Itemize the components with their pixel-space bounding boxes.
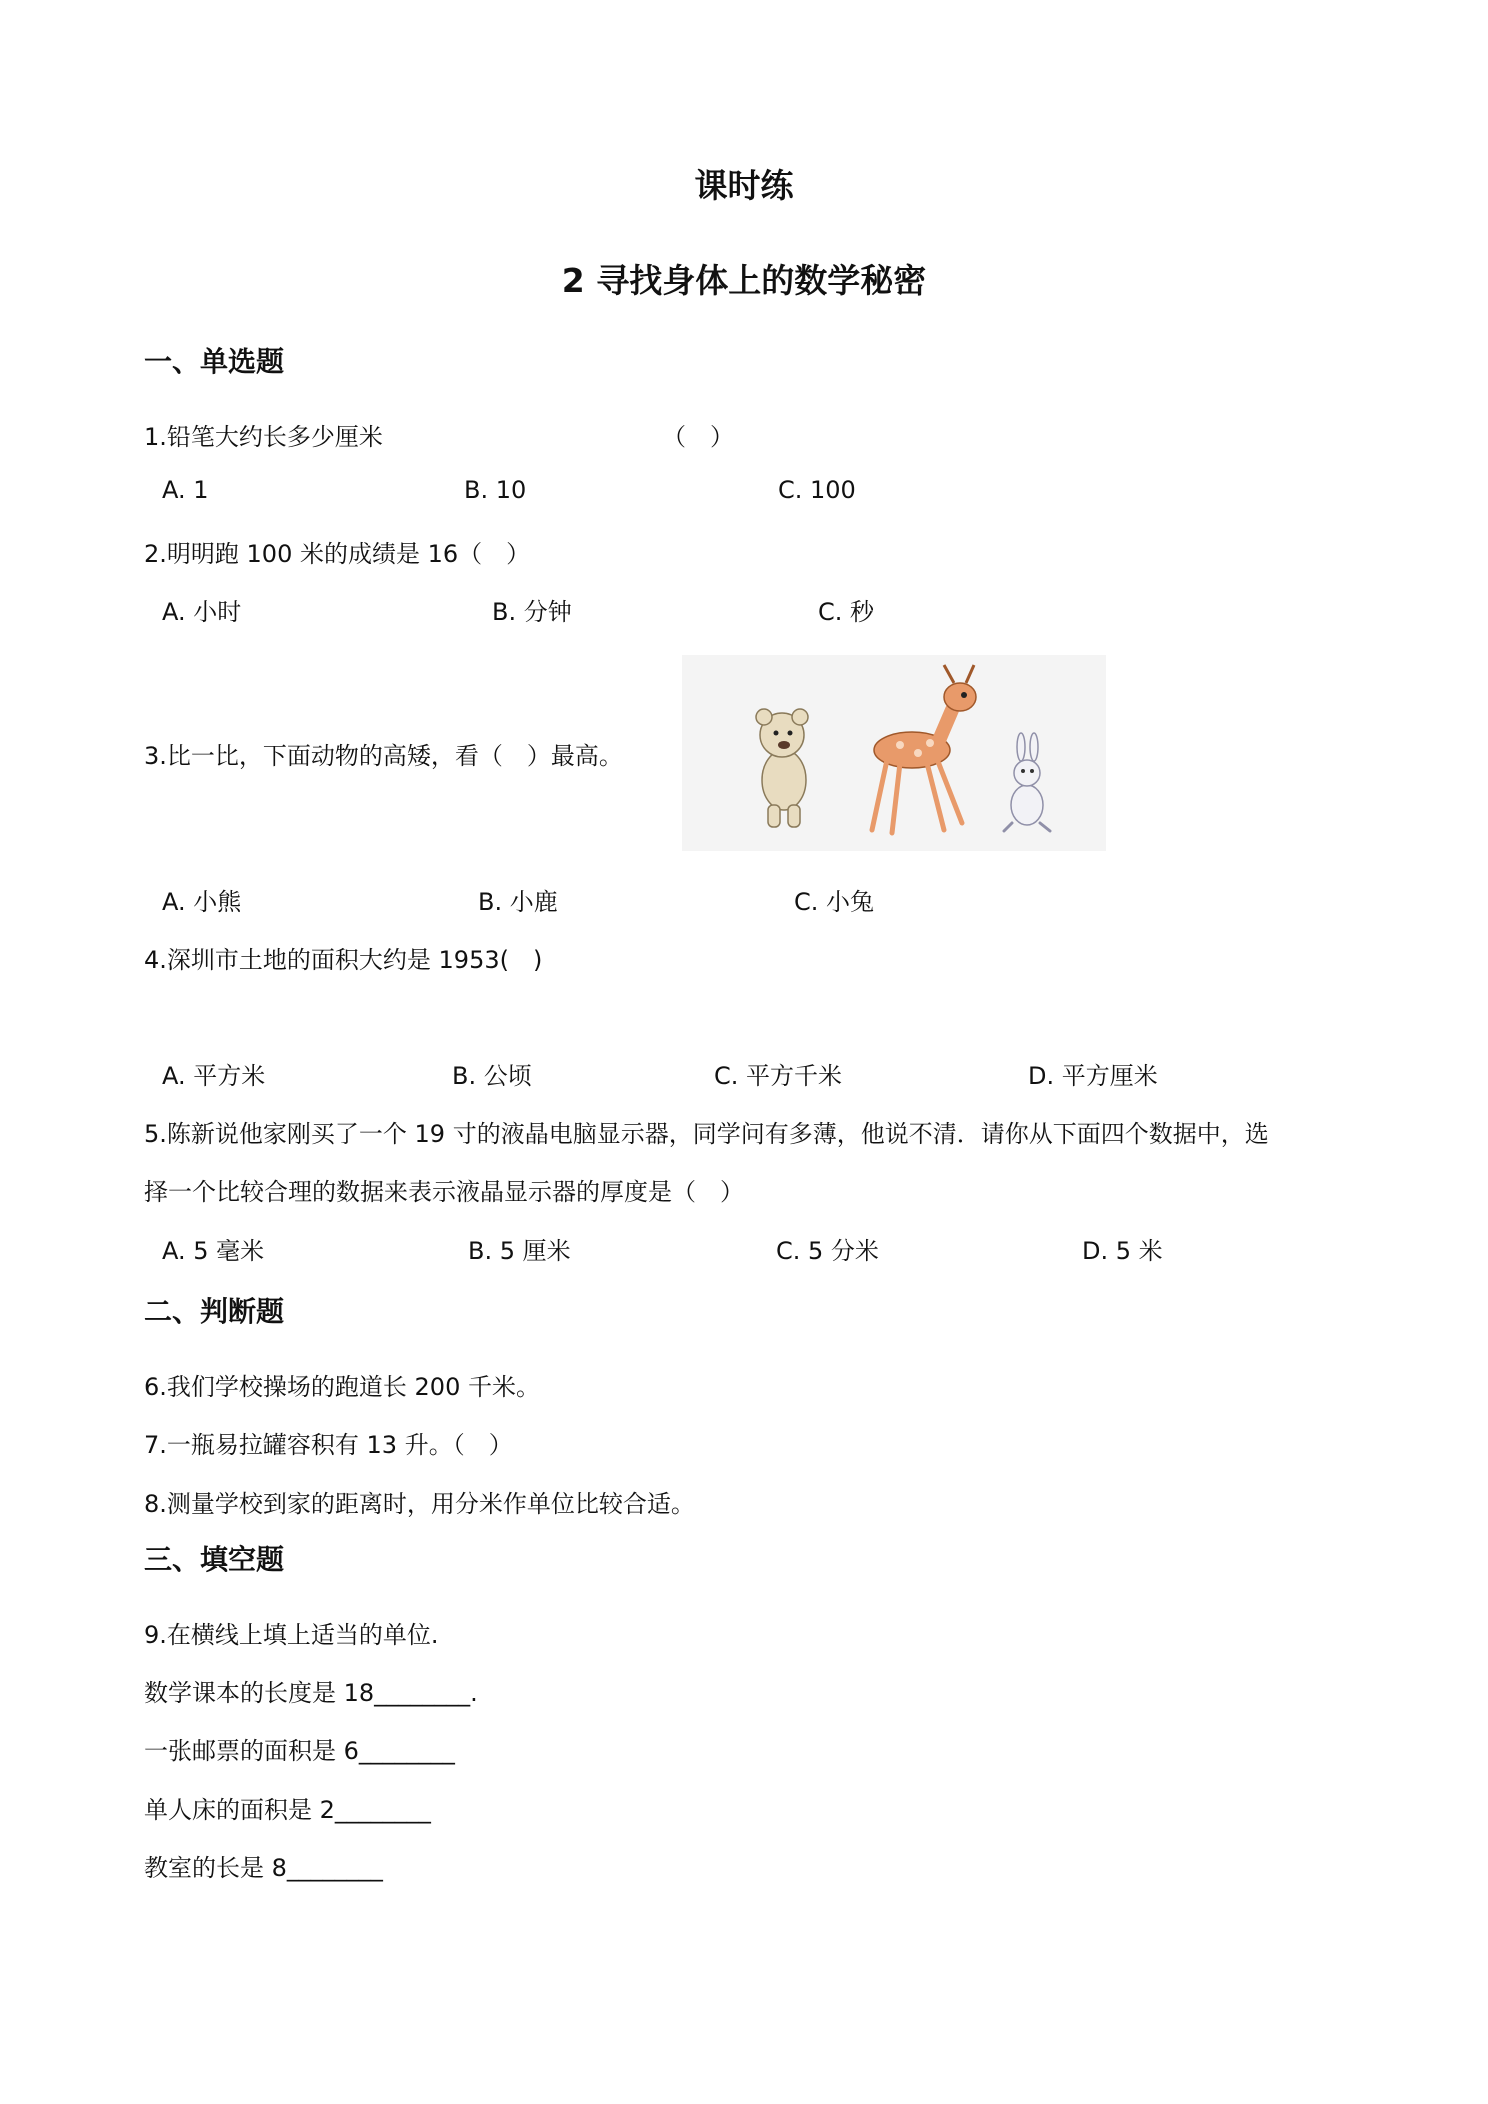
question-2-option-a: A. 小时 (162, 598, 242, 626)
question-2-text: 2.明明跑 100 米的成绩是 16（ ） (144, 540, 531, 568)
question-7-text: 7.一瓶易拉罐容积有 13 升。（ ） (144, 1431, 513, 1459)
question-8-text: 8.测量学校到家的距离时，用分米作单位比较合适。 (144, 1490, 695, 1518)
question-3-option-c: C. 小兔 (794, 888, 875, 916)
section-heading-true-false: 二、判断题 (144, 1295, 285, 1328)
question-1-option-b: B. 10 (464, 476, 527, 504)
rabbit-icon (1004, 733, 1050, 831)
page-title: 课时练 (694, 166, 794, 205)
question-4-option-c: C. 平方千米 (714, 1062, 843, 1090)
question-4-text: 4.深圳市土地的面积大约是 1953( ) (144, 946, 543, 974)
question-5-option-a: A. 5 毫米 (162, 1237, 265, 1265)
question-4-option-b: B. 公顷 (452, 1062, 532, 1090)
question-5-option-c: C. 5 分米 (776, 1237, 879, 1265)
question-9-line-3: 单人床的面积是 2________ (144, 1796, 431, 1824)
question-1-option-c: C. 100 (778, 476, 856, 504)
question-9-line-1: 数学课本的长度是 18________. (144, 1679, 478, 1707)
question-4-option-d: D. 平方厘米 (1028, 1062, 1158, 1090)
animals-figure (682, 655, 1106, 851)
question-1-blank: （ ） (662, 423, 734, 451)
question-5-option-d: D. 5 米 (1082, 1237, 1163, 1265)
question-1-option-a: A. 1 (162, 476, 209, 504)
question-5-option-b: B. 5 厘米 (468, 1237, 571, 1265)
question-9-line-2: 一张邮票的面积是 6________ (144, 1737, 455, 1765)
question-2-option-c: C. 秒 (818, 598, 875, 626)
bear-icon (756, 709, 808, 827)
question-4-option-a: A. 平方米 (162, 1062, 266, 1090)
question-3-option-a: A. 小熊 (162, 888, 242, 916)
deer-icon (872, 665, 976, 833)
section-heading-single-choice: 一、单选题 (144, 345, 285, 378)
question-9-text: 9.在横线上填上适当的单位. (144, 1621, 439, 1649)
question-6-text: 6.我们学校操场的跑道长 200 千米。 (144, 1373, 540, 1401)
question-3-text: 3.比一比，下面动物的高矮，看（ ）最高。 (144, 742, 623, 770)
question-2-option-b: B. 分钟 (492, 598, 572, 626)
question-9-line-4: 教室的长是 8________ (144, 1854, 383, 1882)
animals-figure-svg (682, 655, 1106, 851)
question-3-option-b: B. 小鹿 (478, 888, 558, 916)
question-5-line-1: 5.陈新说他家刚买了一个 19 寸的液晶电脑显示器，同学问有多薄，他说不清．请你从下面四个数据中，选 (144, 1120, 1269, 1148)
section-heading-fill-blank: 三、填空题 (144, 1543, 285, 1576)
page-subtitle: 2 寻找身体上的数学秘密 (561, 261, 927, 300)
question-5-line-2: 择一个比较合理的数据来表示液晶显示器的厚度是（ ） (144, 1178, 744, 1206)
question-1-text: 1.铅笔大约长多少厘米 (144, 423, 383, 451)
